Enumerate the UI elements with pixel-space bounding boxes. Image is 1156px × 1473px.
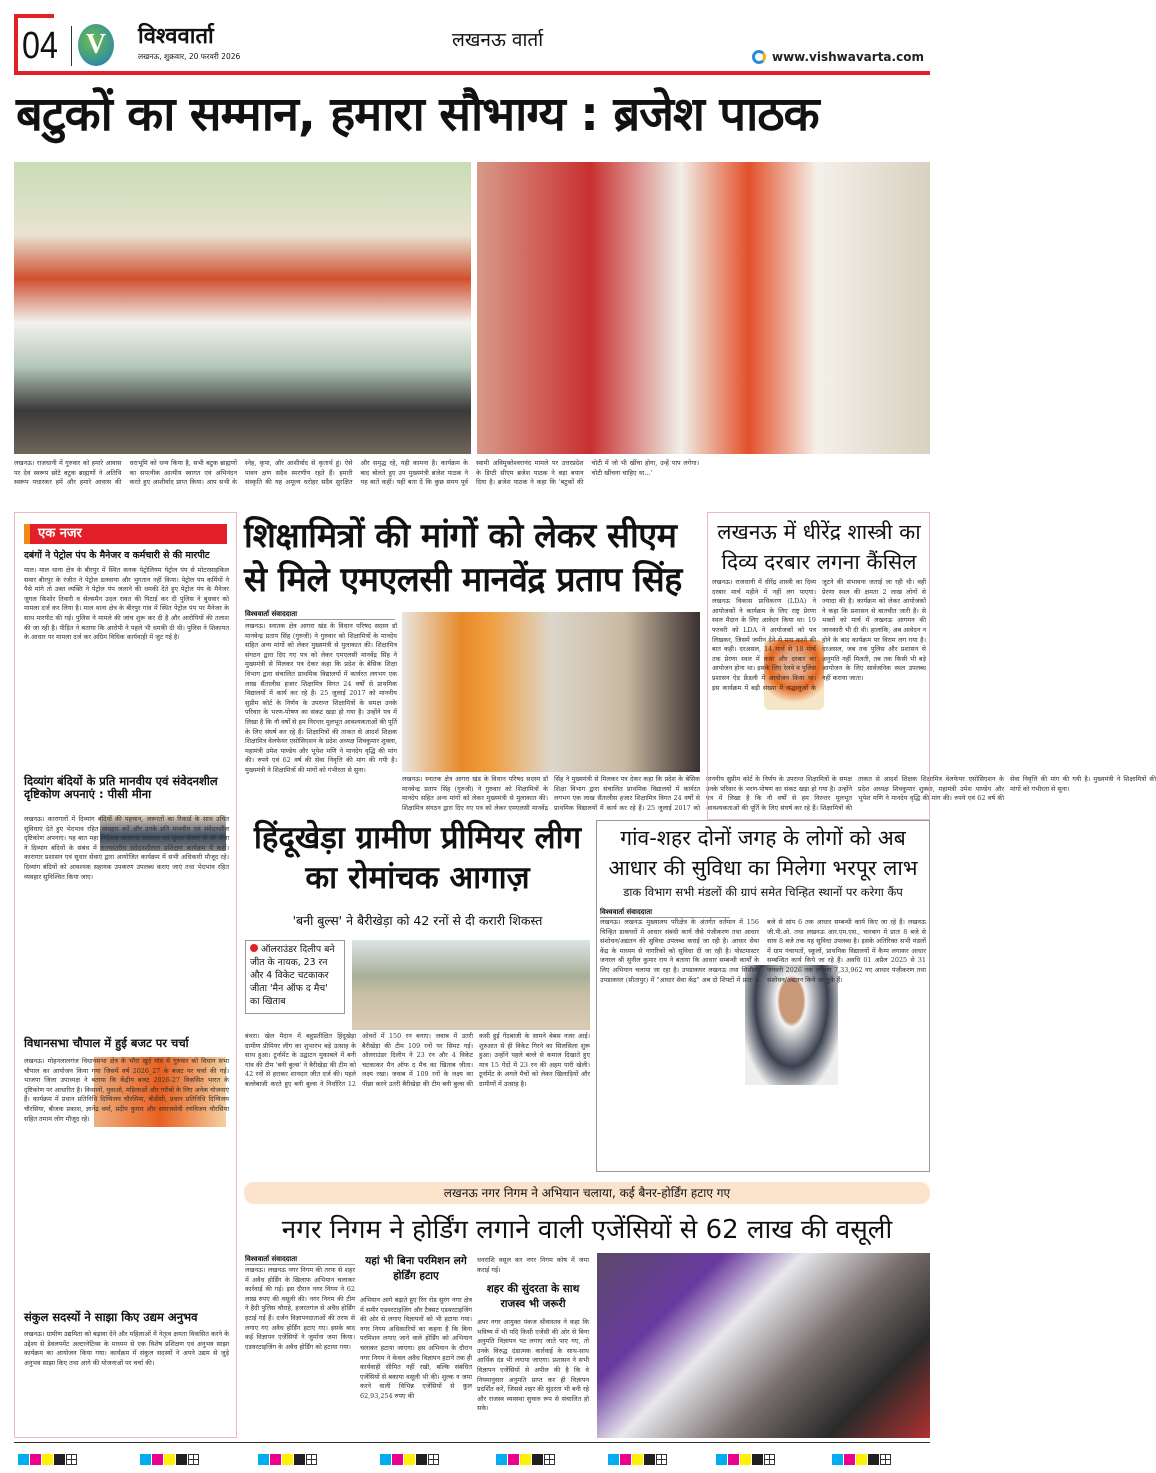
cricket-highlight-text: ऑलराउंडर दिलीप बने जीत के नायक, 23 रन और 4 विकेट चटकाकर जीता 'मैन ऑफ द मैच' का खिताब	[250, 944, 335, 1007]
color-swatch	[42, 1454, 53, 1465]
color-swatch	[716, 1454, 727, 1465]
lead-caption: लखनऊ। राजधानी में गुरुवार को हमारे आवास पर देव स्वरूप छोटे बटुक ब्राह्मणों ने अतिथि स्वरूप पधारकर हमें और हमारे आवास की धराभूमि को धन्य किया है, सभी बटुक ब्राह्मणों का सपत्नीक आत्मीय स्वागत एवं अभिनंदन करते हुए आशीर्वाद प्राप्त किया। आप सभी के स्नेह, कृपा, और आशीर्वाद से कृतार्थ हूं। ऐसे पावन क्षण सदैव स्मरणीय रहते हैं। हमारी संस्कृति की यह अमूल्य धरोहर सदैव सुरक्षित और समृद्ध रहे, यही कामना है। कार्यक्रम के बाद बोलते हुए उप मुख्यमंत्री ब्रजेश पाठक ने यह बातें कहीं। यहीं बता दें कि कुछ समय पूर्व स्वामी अविमुक्तेश्वरानंद मामले पर उत्तरप्रदेश के डिप्टी सीएम ब्रजेश पाठक ने बड़ा बयान दिया है। ब्रजेश पाठक ने कहा कि 'बटुकों की चोटी में जो भी खींचा होगा, उन्हें पाप लगेगा। चोटी खींचना चाहिए था...'	[14, 459, 699, 487]
cricket-subheadline: 'बनी बुल्स' ने बैरीखेड़ा को 42 रनों से दी करारी शिकस्त	[292, 913, 543, 928]
page-number: 04	[22, 25, 58, 67]
registration-crosshair-icon	[188, 1454, 199, 1465]
cricket-headline: हिंदूखेड़ा ग्रामीण प्रीमियर लीग का रोमांचक आगाज़	[253, 820, 582, 896]
color-registration-mark	[832, 1449, 891, 1468]
color-swatch	[856, 1454, 867, 1465]
color-registration-mark	[496, 1449, 555, 1468]
color-registration-mark	[380, 1449, 439, 1468]
story-body: लखनऊ। कारागारों में दिव्यांग बंदियों की पहचान, जरूरतों का रिकार्ड के साथ उचित सुविधाएं देते हुए भेदभाव रहित व्यवहार करें और उनके प्रति मानवीय एवं संवेदनशील दृष्टिकोण अपनाएं। यह बात महा निदेशक कारागार प्रशासन एवं सुधार सेवाएं पी सी मीना ने दिव्यांग बंदियों के संबंध में राज्यस्तरीय संवेदनशीलता प्रशिक्षण कार्यक्रम में कहीं। कारागार प्रशासन एवं सुधार सेवाएं द्वारा आयोजित कार्यक्रम में सभी अधिकारी मौजूद रहे। दिव्यांग बंदियों को आवश्यक सहायक उपकरण उपलब्ध कराए जाएं तथा भेदभाव रहित व्यवहार सुनिश्चित किया जाए।	[24, 815, 229, 881]
hoarding-subhead: शहर की सुंदरता के साथ राजस्व भी जरूरी	[486, 1283, 580, 1310]
story-headline: दिव्यांग बंदियों के प्रति मानवीय एवं संवेदनशील दृष्टिकोण अपनाएं : पीसी मीना	[24, 774, 218, 802]
color-swatch	[632, 1454, 643, 1465]
hoarding-body: अपर नगर आयुक्त पंकज श्रीवास्तव ने कहा कि भविष्य में भी यदि किसी एजेंसी की ओर से बिना अनुमति विज्ञापन पट लगाए जाते पाए गए, तो उनके विरुद्ध दंडात्मक कार्रवाई के साथ-साथ आर्थिक दंड भी लगाया जाएगा। प्रशासन ने सभी विज्ञापन एजेंसियों से अपील की है कि वे नियमानुसार अनुमति प्राप्त कर ही विज्ञापन प्रदर्शित करें, जिससे शहर की सुंदरता भी बनी रहे और राजस्व व्यवस्था सुचारु रूप से संचालित हो सके।	[477, 1318, 589, 1413]
registration-crosshair-icon	[656, 1454, 667, 1465]
color-swatch	[868, 1454, 879, 1465]
color-swatch	[30, 1454, 41, 1465]
dhirendra-headline: लखनऊ में धीरेंद्र शास्त्री का दिव्य दरबार लगना कैंसिल	[717, 520, 921, 574]
bullet-icon	[250, 944, 258, 952]
color-swatch	[176, 1454, 187, 1465]
color-registration-mark	[18, 1449, 77, 1468]
registration-crosshair-icon	[764, 1454, 775, 1465]
paper-name: विश्ववार्ता	[138, 24, 214, 49]
color-registration-mark	[716, 1449, 775, 1468]
story-headline: विधानसभा चौपाल में हुई बजट पर चर्चा	[24, 1036, 189, 1050]
registration-crosshair-icon	[306, 1454, 317, 1465]
color-swatch	[608, 1454, 619, 1465]
registration-crosshair-icon	[880, 1454, 891, 1465]
color-swatch	[404, 1454, 415, 1465]
color-swatch	[380, 1454, 391, 1465]
dateline: लखनऊ, शुक्रवार, 20 फरवरी 2026	[138, 52, 241, 61]
color-registration-mark	[140, 1449, 199, 1468]
color-swatch	[416, 1454, 427, 1465]
dhirendra-body: लखनऊ। राजधानी में धीरेंद्र शास्त्री का दिव्य दरबार मार्च महीने में नहीं लग पाएगा। लखनऊ विकास प्राधिकरण (LDA) ने आयोजकों ने कार्यक्रम के लिए राष्ट्र प्रेरणा स्थल मैदान के लिए आवेदन किया था। 19 फरवरी को LDA ने आयोजकों को पत्र लिखकर, जिसमें जमीन देने से मना करने की बात कही। दरअसल, 14 मार्च से 18 मार्च तक प्रेरणा स्थल में कथा और दरबार का आयोजन होना था। इसके लिए रेलवे व पुलिस प्रशासन ऐड फ्रेंडली में आयोजन किया था। इस कार्यक्रम में बड़ी संख्या में श्रद्धालुओं के जुटने की संभावना जताई जा रही थी। वहीं प्रेरणा स्थल की क्षमता 2 लाख लोगों से ज्यादा की है। कार्यक्रम को लेकर आयोजकों ने कहा कि प्रशासन से बातचीत जारी है। से भक्तों को मार्च में लखनऊ आगमन की जानकारी भी दी थी। हालांकि, अब आवेदन न होने के बाद कार्यक्रम पर विराम लग गया है। दरअसल, जब तक पुलिस और प्रशासन से अनुमति नहीं मिलती, तब तक किसी भी बड़े आयोजन के लिए सार्वजनिक स्थल उपलब्ध नहीं कराया जाता।	[712, 578, 926, 692]
section-name: लखनऊ वार्ता	[452, 29, 544, 51]
color-swatch	[164, 1454, 175, 1465]
color-swatch	[508, 1454, 519, 1465]
registration-crosshair-icon	[66, 1454, 77, 1465]
website-link[interactable]: www.vishwavarta.com	[772, 50, 924, 64]
aadhar-headline: गांव-शहर दोनों जगह के लोगों को अब आधार की सुविधा का मिलेगा भरपूर लाभ	[608, 826, 918, 880]
byline: विश्ववार्ता संवाददाता	[600, 908, 730, 918]
hoarding-headline: नगर निगम ने होर्डिंग लगाने वाली एजेंसियों से 62 लाख की वसूली	[281, 1215, 893, 1245]
cricket-photo	[352, 940, 590, 1030]
aadhar-subheadline: डाक विभाग सभी मंडलों की ग्रापं समेत चिन्हित स्थानों पर करेगा कैंप	[623, 885, 903, 899]
registration-crosshair-icon	[544, 1454, 555, 1465]
color-swatch	[294, 1454, 305, 1465]
color-swatch	[496, 1454, 507, 1465]
color-swatch	[532, 1454, 543, 1465]
color-swatch	[832, 1454, 843, 1465]
color-swatch	[392, 1454, 403, 1465]
story-body: लखनऊ। ग्रामीण उद्यमिता को बढ़ावा देने और महिलाओं में नेतृत्व क्षमता विकसित करने के उद्देश्य से डेवलपमेंट अल्टरनेटिव्स के माध्यम से एक विशेष प्रशिक्षण एवं अनुभव साझा कार्यक्रम का आयोजन किया गया। कार्यक्रम में संकुल सदस्यों ने अपने उद्यम से जुड़े अनुभव साझा किए तथा आगे की योजनाओं पर चर्चा की।	[24, 1330, 229, 1367]
color-swatch	[520, 1454, 531, 1465]
divider	[71, 26, 72, 66]
color-swatch	[54, 1454, 65, 1465]
color-swatch	[740, 1454, 751, 1465]
color-swatch	[18, 1454, 29, 1465]
color-swatch	[258, 1454, 269, 1465]
color-swatch	[152, 1454, 163, 1465]
byline: विश्ववार्ता संवाददाता	[245, 610, 395, 620]
color-registration-mark	[608, 1449, 667, 1468]
hoarding-kicker: लखनऊ नगर निगम ने अभियान चलाया, कई बैनर-होर्डिंग हटाए गए	[244, 1182, 930, 1204]
logo-icon: V	[78, 24, 114, 66]
hoarding-subhead: यहां भी बिना परमिशन लगे होर्डिंग हटाए	[365, 1255, 467, 1282]
color-swatch	[644, 1454, 655, 1465]
shikshamitra-body-cont: लखनऊ। स्नातक क्षेत्र आगरा खंड के विधान परिषद सदस्य डॉ मानवेन्द्र प्रताप सिंह (गुरुजी) ने गुरुवार को शिक्षामित्रों के मानदेय सहित अन्य मांगों को लेकर मुख्यमंत्री से मुलाकात की। शिक्षामित्र संगठन द्वारा दिए गए पत्र को लेकर एमएलसी मानवेंद्र सिंह ने मुख्यमंत्री से मिलकर पत्र देकर कहा कि प्रदेश के बेसिक शिक्षा विभाग द्वारा संचालित प्राथमिक विद्यालयों में कार्यरत लगभग एक लाख सैंतालीस हजार शिक्षामित्र विगत 24 वर्षों से प्राथमिक विद्यालयों में कार्य कर रहे हैं। 25 जुलाई 2017 को माननीय सुप्रीम कोर्ट के निर्णय के उपरान्त शिक्षामित्रों के समक्ष उनके परिवार के भरण-पोषण का संकट खड़ा हो गया है। उन्होंने पत्र में लिखा है कि नौ वर्षों से हम निरन्तर मूलभूत आवश्यकताओं की पूर्ति के लिए संघर्ष कर रहे हैं। शिक्षामित्रों की ताकत से आदर्श शिक्षक शिक्षामित्र वेलफेयर एसोसिएशन के प्रदेश अध्यक्ष शिवकुमार शुक्ला, महामंत्री उमेश पाण्डेय और भूपेश मणि ने मानदेय वृद्धि की मांग की। रुपये एवं 62 वर्ष की सेवा निवृत्ति की मांग की गयी है। मुख्यमंत्री ने शिक्षामित्रों की मांगों को गंभीरता से सुना।	[402, 775, 1156, 812]
cricket-body: बंथरा। खेल मैदान में बहुप्रतीक्षित हिंदूखेड़ा ग्रामीण प्रीमियर लीग का शुभारंभ बड़े उत्साह के साथ हुआ। टूर्नामेंट के उद्घाटन मुकाबले में बनी गांव की टीम 'बनी बुल्स' ने बैरीखेड़ा की टीम को 42 रनों से हराकर शानदार जीत दर्ज की। पहले बल्लेबाजी करते हुए बनी बुल्स ने निर्धारित 12 ओवरों में 150 रन बनाए। जवाब में उतरी बैरीखेड़ा की टीम 109 रनों पर सिमट गई। ऑलराउंडर दिलीप ने 23 रन और 4 विकेट चटकाकर मैन ऑफ द मैच का खिताब जीता। लक्ष्य रखा। जवाब में 109 रनों के लक्ष्य का पीछा करने उतरी बैरीखेड़ा की टीम बनी बुल्स की कसी हुई गेंदबाजी के सामने बेबस नजर आई। शुरुआत से ही विकेट गिरने का सिलसिला शुरू हुआ। उन्होंने पहले बल्ले से कमाल दिखाते हुए मात्र 15 गेंदों में 23 रन की अहम पारी खेली। टूर्नामेंट के अगले मैचों को लेकर खिलाड़ियों और ग्रामीणों में उत्साह है।	[245, 1032, 590, 1088]
lead-photo-left	[14, 162, 471, 454]
story-body: माल। माल थाना क्षेत्र के बीरपुर में स्थित कनक पेट्रोलियम पेट्रोल पंप से मोटरसाइकिल सवार बीरपुर के रंजीत ने पेट्रोल डलवाया और भुगतान नहीं किया। पेट्रोल पंप कर्मियों ने पैसे मांगे तो उक्त व्यक्ति ने पेट्रोल पंप जलाने की धमकी देते हुए पेट्रोल पंप के मैनेजर जुगल किशोर तिवारी व सेल्समैन उदल रावत की पिटाई कर दी पुलिस ने बुधवार को मामला दर्ज कर लिया है। माल थाना क्षेत्र के बीरपुर गांव में स्थित पेट्रोल पंप पर मैनेजर के साथ मारपीट की गई। पुलिस ने मामले की जांच शुरू कर दी है और आरोपियों की तलाश की जा रही है। पीड़ित ने बताया कि आरोपी ने पहले भी धमकी दी थी। पुलिस ने शिकायत के आधार पर मामला दर्ज कर अग्रिम विधिक कार्यवाही में जुट गई है।	[24, 566, 229, 642]
color-registration-mark	[258, 1449, 317, 1468]
footer-rule	[14, 1442, 930, 1443]
shikshamitra-headline: शिक्षामित्रों की मांगों को लेकर सीएम से मिले एमएलसी मानवेंद्र प्रताप सिंह	[244, 516, 682, 600]
color-swatch	[844, 1454, 855, 1465]
hoarding-body: लखनऊ। लखनऊ नगर निगम की तरफ से शहर में अवैध होर्डिंग के खिलाफ अभियान चलाकर कार्रवाई की गई। इस दौरान नगर निगम ने 62 लाख रुपए की वसूली की। नगर निगम की टीम ने हैदी पुलिस चौराहे, हजरतगंज से अवैध होर्डिंग हटाई गई हैं। दर्जन विज्ञापनदाताओं की तरफ से लगाए गए अवैध होर्डिंग हटाए गए। इसके बाद कई विज्ञापन एजेंसियों ने जुर्माना जमा किया। एडवरटाइजिंग के अवैध होर्डिंग को हटाया गया।	[245, 1266, 355, 1351]
hoarding-body: अभियान आगे बढ़ाते हुए रिंग रोड सुरंग नगर क्षेत्र में समीर एडवरटाइजिंग और टैक्सट एडवरटाइजिंग की ओर से लगाए विज्ञापनों को भी हटाया गया। नगर निगम अधिकारियों का कहना है कि बिना परमिशन लगाए जाने वाले होर्डिंग को अभियान चलाकर हटाया जाएगा। इस अभियान के दौरान नगर निगम ने केवल अवैध विज्ञापन हटाने तक ही कार्यवाही सीमित नहीं रखी, बल्कि संबंधित एजेंसियों से बकाया वसूली भी की। शुल्क न जमा करने वाली विभिन्न एजेंसियों से कुल 62,93,254 रुपए की	[360, 1296, 473, 1400]
color-swatch	[270, 1454, 281, 1465]
color-swatch	[620, 1454, 631, 1465]
registration-crosshair-icon	[428, 1454, 439, 1465]
byline: विश्ववार्ता संवाददाता	[245, 1255, 355, 1265]
ek-nazar-label: एक नजर	[24, 524, 227, 544]
cm-meeting-photo	[402, 612, 700, 772]
shikshamitra-body: लखनऊ। स्नातक क्षेत्र आगरा खंड के विधान परिषद सदस्य डॉ मानवेन्द्र प्रताप सिंह (गुरुजी) ने गुरुवार को शिक्षामित्रों के मानदेय सहित अन्य मांगों को लेकर मुख्यमंत्री से मुलाकात की। शिक्षामित्र संगठन द्वारा दिए गए पत्र को लेकर एमएलसी मानवेंद्र सिंह ने मुख्यमंत्री से मिलकर पत्र देकर कहा कि प्रदेश के बेसिक शिक्षा विभाग द्वारा संचालित प्राथमिक विद्यालयों में कार्यरत लगभग एक लाख सैंतालीस हजार शिक्षामित्र विगत 24 वर्षों से प्राथमिक विद्यालयों में कार्य कर रहे हैं। 25 जुलाई 2017 को माननीय सुप्रीम कोर्ट के निर्णय के उपरान्त शिक्षामित्रों के समक्ष उनके परिवार के भरण-पोषण का संकट खड़ा हो गया है। उन्होंने पत्र में लिखा है कि नौ वर्षों से हम निरन्तर मूलभूत आवश्यकताओं की पूर्ति के लिए संघर्ष कर रहे हैं। शिक्षामित्रों की ताकत से आदर्श शिक्षक शिक्षामित्र वेलफेयर एसोसिएशन के प्रदेश अध्यक्ष शिवकुमार शुक्ला, महामंत्री उमेश पाण्डेय और भूपेश मणि ने मानदेय वृद्धि की मांग की। रुपये एवं 62 वर्ष की सेवा निवृत्ति की मांग की गयी है। मुख्यमंत्री ने शिक्षामित्रों की मांगों को गंभीरता से सुना।	[245, 622, 397, 774]
lead-photo-right	[477, 162, 930, 454]
color-swatch	[728, 1454, 739, 1465]
aadhar-body: लखनऊ। लखनऊ मुख्यालय परिक्षेत्र के अंतर्गत वर्तमान में 156 चिन्हित डाकघरों में आधार संबंधी कार्य जैसे पंजीकरण तथा आधार संशोधन/अद्यतन की सुविधा उपलब्ध कराई जा रही है। आधार सेवा केंद्र के माध्यम से नागरिकों को सुविधा दी जा रही है। पोस्टमास्टर जनरल श्री सुनील कुमार राय ने बताया कि आधार सम्बन्धी कार्यों के लिए अभियान चलाया जा रहा है। उपडाकघर लखनऊ तथा सिधौली उपडाकघर (सीतापुर) में "आधार सेवा केंद्र" अब दो शिफ्टों में प्रातः 8 बजे से सांय 6 तक आधार सम्बन्धी कार्य किए जा रहे हैं। लखनऊ जी.पी.ओ. तथा लखनऊ आर.एम.एस., चारबाग में प्रातः 8 बजे से सांय 8 बजे तक यह सुविधा उपलब्ध है। इसके अतिरिक्त सभी मंडलों में ग्राम पंचायतों, स्कूलों, प्राथमिक विद्यालयों में कैम्प लगाकर आधार सम्बन्धित कार्य किये जा रहे हैं। अवधि 01 अप्रैल 2025 से 31 जनवरी 2026 तक लगभग 7,33,962 नए आधार पंजीकरण तथा संशोधन/अद्यतन किये जा चुके हैं।	[600, 918, 926, 984]
masthead-rule	[14, 71, 930, 75]
color-swatch	[752, 1454, 763, 1465]
color-swatch	[140, 1454, 151, 1465]
color-swatch	[282, 1454, 293, 1465]
story-headline: संकुल सदस्यों ने साझा किए उद्यम अनुभव	[24, 1310, 198, 1324]
hoarding-body: धनराशि वसूल कर नगर निगम कोष में जमा कराई गई।	[477, 1256, 589, 1274]
lead-headline: बटुकों का सम्मान, हमारा सौभाग्य : ब्रजेश पाठक	[16, 87, 819, 142]
story-body: लखनऊ। मोहनलालगंज विधानसभा क्षेत्र के भौरा खुर्द गांव में गुरुवार को विधान सभा चौपाल का आयोजन किया गया जिसमें वर्ष 2026_27 के बजट पर चर्चा की गई। भाजपा जिला उपाध्यक्ष ने बताया कि केंद्रीय बजट 2026-27 विकसित भारत के दृष्टिकोण पर आधारित है। किसानों, युवाओं, महिलाओं और गरीबों के लिए अनेक योजनाएं हैं। कार्यक्रम में प्रधान प्रतिनिधि दिग्विजय चौरसिया, बीडीसी, प्रधान प्रतिनिधि दिग्विजय चौरसिया, बीजक प्रकाश, ज्ञानेंद्र वर्मा, प्रदीप कुमार और समाजसेवी रणविजय चौरसिया सहित तमाम लोग मौजूद रहे।	[24, 1057, 229, 1123]
cricket-highlight	[245, 940, 345, 1014]
story-headline: दबंगों ने पेट्रोल पंप के मैनेजर व कर्मचारी से की मारपीट	[24, 550, 210, 561]
hoarding-photo	[597, 1253, 930, 1438]
globe-icon	[752, 50, 766, 64]
